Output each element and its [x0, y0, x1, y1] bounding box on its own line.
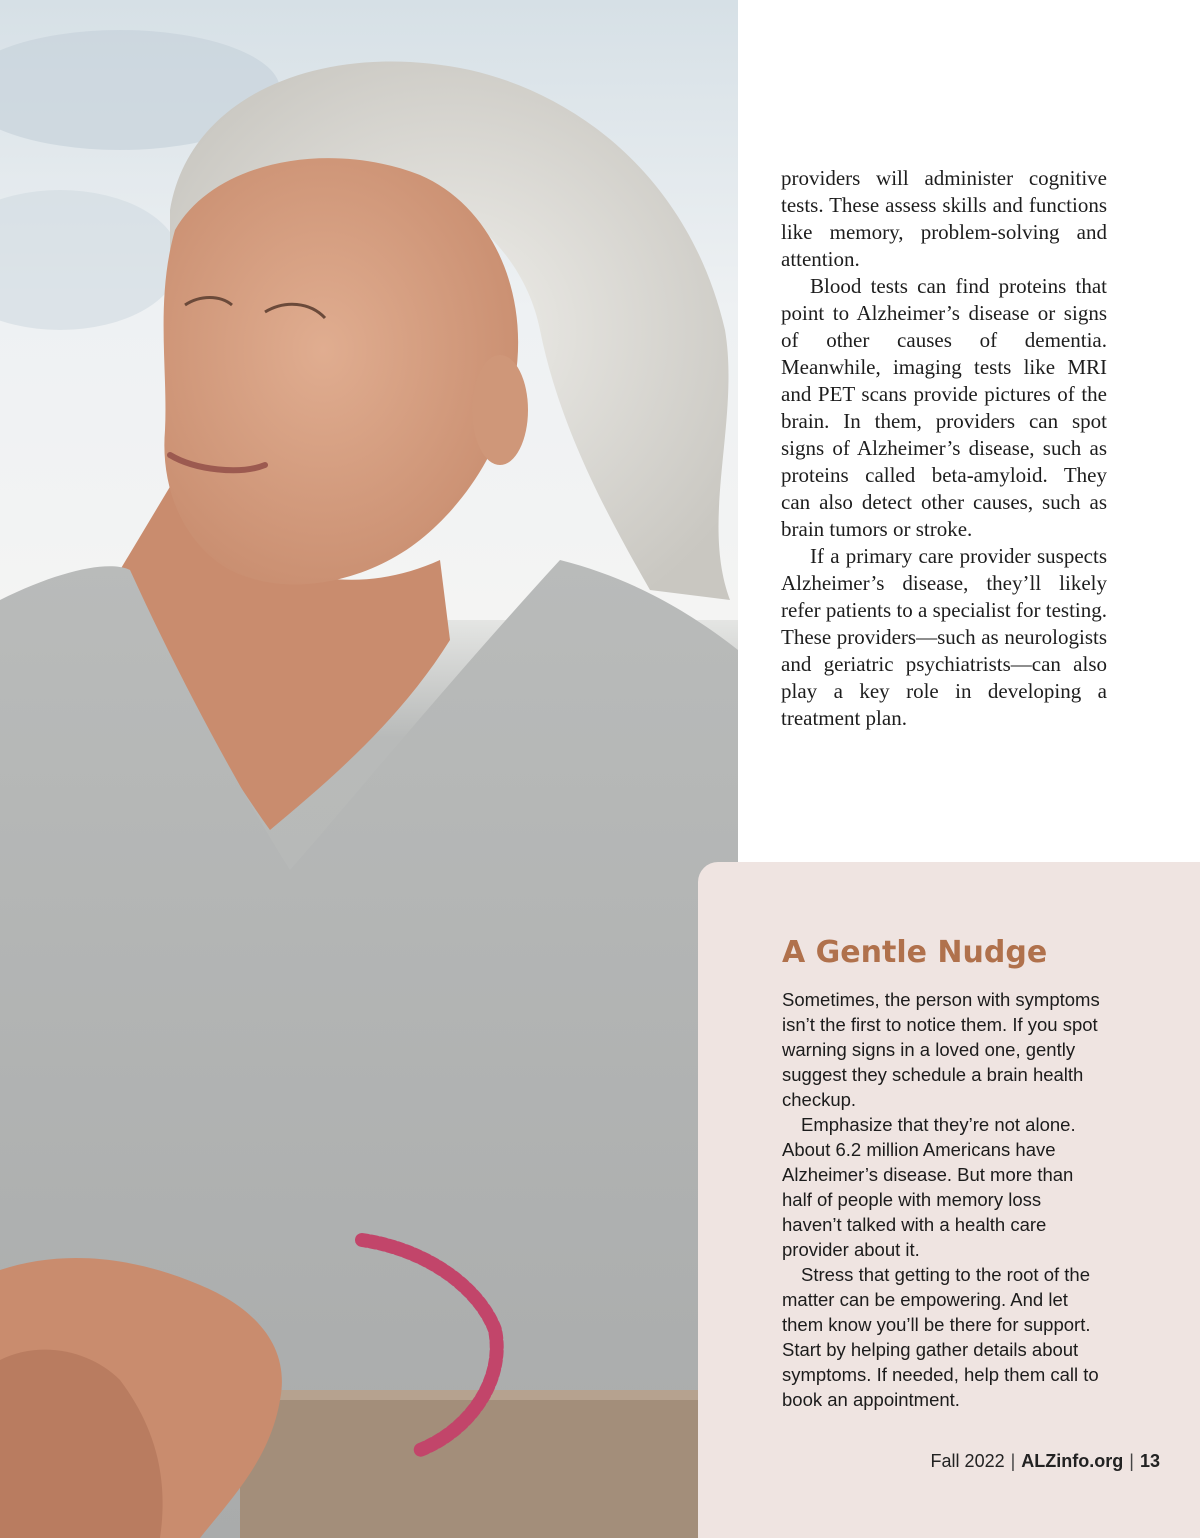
- article-body: [781, 165, 1107, 732]
- sidebar-paragraph: Emphasize that they’re not alone. About 6.2 million Americans have Alzheimer’s disease. But more than half of people with memory loss haven’t talked with a health care provider about it.: [782, 1114, 1076, 1260]
- folio-separator: |: [1010, 1451, 1016, 1471]
- sidebar-title: A Gentle Nudge: [782, 935, 1048, 970]
- sidebar-box: [698, 862, 1200, 1538]
- issue-label: Fall 2022: [930, 1451, 1005, 1471]
- sidebar-paragraph: Stress that getting to the root of the matter can be empowering. And let them know you’ll be there for support. Start by helping gather details about symptoms. If needed, help them call to book an appointment.: [782, 1264, 1099, 1410]
- sidebar-body: [782, 987, 1102, 1412]
- sidebar-paragraph: Sometimes, the person with symptoms isn’t the first to notice them. If you spot warning signs in a loved one, gently suggest they schedule a brain health checkup.: [782, 989, 1100, 1110]
- article-paragraph: Blood tests can find proteins that point to Alzheimer’s disease or signs of other causes of dementia. Meanwhile, imaging tests like MRI and PET scans provide pictures of the brain. In them, providers can spot signs of Alzheimer’s disease, such as proteins called beta-amyloid. They can also detect other causes, such as brain tumors or stroke.: [781, 274, 1107, 541]
- folio-separator: |: [1129, 1451, 1134, 1471]
- article-paragraph: If a primary care provider suspects Alzheimer’s disease, they’ll likely refer patients to a specialist for testing. These providers—such as neurologists and geriatric psychiatrists—can also play a key role in developing a treatment plan.: [781, 544, 1107, 730]
- page-footer: [931, 1450, 1160, 1472]
- article-paragraph: providers will administer cognitive tests. These assess skills and functions like memory, problem-solving and attention.: [781, 166, 1107, 271]
- site-link[interactable]: ALZinfo.org: [1021, 1451, 1124, 1471]
- page-number: 13: [1139, 1451, 1160, 1471]
